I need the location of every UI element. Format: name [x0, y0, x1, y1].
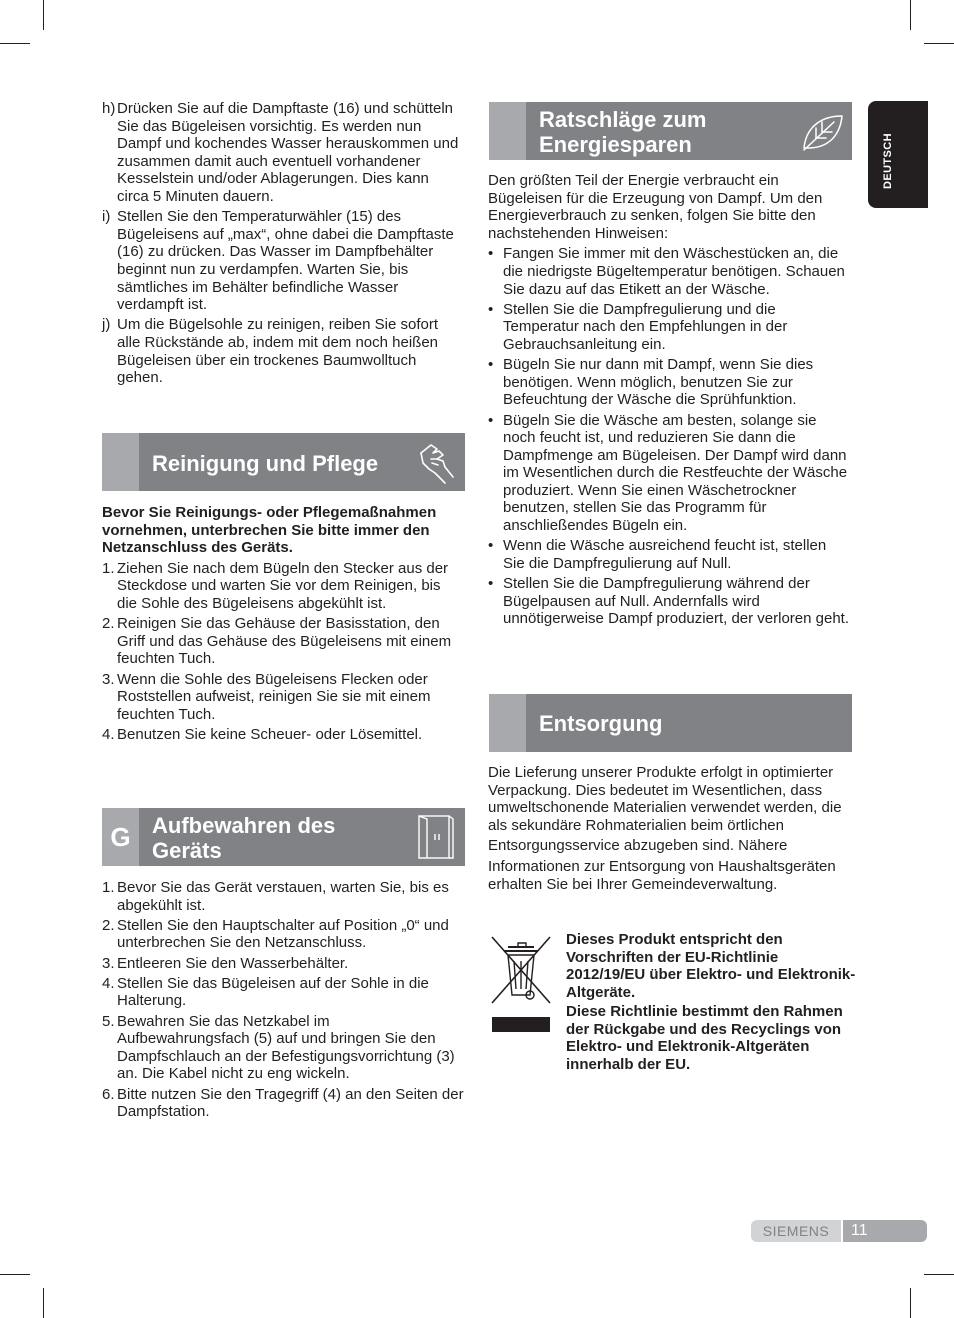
- crop-mark: [910, 0, 911, 30]
- section-title: Ratschläge zum Energiesparen: [539, 107, 707, 157]
- disposal-para: Informationen zur Entsorgung von Haushaltsgeräten erhalten Sie bei Ihrer Gemeindeverwaltung.: [488, 857, 836, 893]
- cleaning-content: [102, 504, 464, 746]
- cleaning-list: [102, 560, 464, 744]
- list-item: 2. Reinigen Sie das Gehäuse der Basisstation, den Griff und das Gehäuse des Bügeleisens mit einem feuchten Tuch.: [102, 615, 452, 668]
- weee-text: Diese Richtlinie bestimmt den Rahmen der Rückgabe und des Recyclings von Elektro- und Elektronik-Altgeräten innerhalb der EU.: [566, 1003, 843, 1073]
- section-header-disposal: [489, 694, 852, 752]
- steps-list: [102, 100, 464, 387]
- weee-notice: [566, 931, 856, 1073]
- list-item: h) Drücken Sie auf die Dampftaste (16) und schütteln Sie das Bügeleisen vorsichtig. Es werden nun Dampf und kochendes Wasser herauskommen und zusammen damit auch eventuell vorhandener Kesselstein und/oder Ablagerungen. Dies kann circa 5 Minuten dauern.: [102, 100, 459, 205]
- cleaning-intro: Bevor Sie Reinigungs- oder Pflegemaßnahmen vornehmen, unterbrechen Sie bitte immer den Netzanschluss des Geräts.: [102, 504, 437, 557]
- crop-mark: [910, 1288, 911, 1318]
- list-item: j) Um die Bügelsohle zu reinigen, reiben Sie sofort alle Rückstände ab, indem mit dem noch heißen Bügeleisen über ein trockenes Baumwolltuch gehen.: [102, 316, 439, 387]
- energy-intro: Den größten Teil der Energie verbraucht ein Bügeleisen für die Erzeugung von Dampf. Um den Energieverbrauch zu senken, folgen Sie bitte den nachstehenden Hinweisen:: [488, 172, 823, 242]
- list-item: 4. Benutzen Sie keine Scheuer- oder Lösemittel.: [102, 725, 423, 743]
- list-item: 3. Wenn die Sohle des Bügeleisens Flecken oder Roststellen aufweist, reinigen Sie sie mit einem feuchten Tuch.: [102, 670, 431, 723]
- crop-mark: [924, 1274, 954, 1275]
- crop-mark: [43, 1288, 44, 1318]
- list-item: 1. Ziehen Sie nach dem Bügeln den Stecker aus der Steckdose und warten Sie vor dem Reinigen, bis die Sohle des Bügeleisens abgekühlt ist.: [102, 559, 449, 612]
- crop-mark: [0, 43, 30, 44]
- crop-mark: [0, 1274, 30, 1275]
- list-item: • Bügeln Sie die Wäsche am besten, solange sie noch feucht ist, und reduzieren Sie dann die Dampfmenge am Bügeleisen. Der Dampf wird dann im Wesentlichen durch die Restfeuchte der Wäsche produziert. Wenn Sie einen Wäschetrockner benutzen, stellen Sie das Programm für anschließendes Bügeln ein.: [488, 411, 848, 535]
- section-title: Entsorgung: [539, 711, 663, 736]
- storage-list: [102, 879, 464, 1121]
- section-tab: [102, 808, 139, 866]
- section-tab: [102, 433, 139, 491]
- leaf-icon: [800, 108, 846, 154]
- disposal-para: Die Lieferung unserer Produkte erfolgt in optimierter Verpackung. Dies bedeutet im Wesentlichen, dass umweltschonende Materialien verwendet werden, die als sekundäre Rohmaterialien beim örtlichen: [488, 764, 842, 834]
- page-number: 11: [843, 1220, 927, 1242]
- hand-wipe-icon: [413, 439, 459, 485]
- list-item: • Wenn die Wäsche ausreichend feucht ist, stellen Sie die Dampfregulierung auf Null.: [488, 537, 827, 572]
- section-header-cleaning: [102, 433, 465, 491]
- list-item: 4. Stellen Sie das Bügeleisen auf der Sohle in die Halterung.: [102, 974, 429, 1010]
- brand-label: SIEMENS: [751, 1220, 841, 1242]
- list-item: • Stellen Sie die Dampfregulierung und die Temperatur nach den Empfehlungen in der Gebrauchsanleitung ein.: [488, 300, 788, 353]
- disposal-para: Entsorgungsservice abzugeben sind. Nähere: [488, 837, 788, 855]
- list-item: i) Stellen Sie den Temperaturwähler (15) des Bügeleisens auf „max“, ohne dabei die Dampftaste (16) zu drücken. Das Wasser im Dampfbehälter beginnt nun zu verdampfen. Warten Sie, bis sämtliches im Behälter befindliche Wasser verdampft ist.: [102, 208, 454, 314]
- storage-content: [102, 879, 464, 1123]
- list-item: 5. Bewahren Sie das Netzkabel im Aufbewahrungsfach (5) auf und bringen Sie den Dampfschlauch an der Befestigungsvorrichtung (3) an. Die Kabel nicht zu eng wickeln.: [102, 1012, 455, 1083]
- descaling-steps: [102, 100, 464, 389]
- section-tab: [489, 694, 526, 752]
- section-tab-letter: G: [110, 822, 131, 852]
- list-item: 1. Bevor Sie das Gerät verstauen, warten Sie, bis es abgekühlt ist.: [102, 879, 449, 914]
- section-header-energy: [489, 102, 852, 160]
- language-tab: [868, 101, 928, 208]
- list-item: 2. Stellen Sie den Hauptschalter auf Position „0“ und unterbrechen Sie den Netzanschluss.: [102, 916, 449, 952]
- section-tab: [489, 102, 526, 160]
- list-item: • Bügeln Sie nur dann mit Dampf, wenn Sie dies benötigen. Wenn möglich, benutzen Sie zur Befeuchtung der Wäsche die Sprühfunktion.: [488, 356, 814, 409]
- energy-list: [488, 245, 852, 627]
- list-item: 6. Bitte nutzen Sie den Tragegriff (4) an den Seiten der Dampfstation.: [102, 1085, 464, 1121]
- section-title: Aufbewahren des Geräts: [152, 813, 336, 863]
- section-header-storage: [102, 808, 465, 866]
- cabinet-icon: [413, 814, 459, 860]
- section-title: Reinigung und Pflege: [152, 451, 379, 476]
- disposal-content: [488, 764, 852, 893]
- weee-text: Dieses Produkt entspricht den Vorschriften der EU-Richtlinie 2012/19/EU über Elektro- und Elektronik-Altgeräte.: [566, 931, 856, 1001]
- language-tab-label: DEUTSCH: [882, 133, 894, 189]
- crossed-out-bin-icon: [490, 933, 552, 1033]
- list-item: 3. Entleeren Sie den Wasserbehälter.: [102, 954, 349, 972]
- energy-content: [488, 172, 852, 630]
- list-item: • Stellen Sie die Dampfregulierung während der Bügelpausen auf Null. Andernfalls wird unnötigerweise Dampf produziert, der verloren geht.: [488, 575, 850, 628]
- list-item: • Fangen Sie immer mit den Wäschestücken an, die die niedrigste Bügeltemperatur benötigen. Schauen Sie dazu auf das Etikett an der Wäsche.: [488, 245, 845, 298]
- crop-mark: [924, 43, 954, 44]
- crop-mark: [43, 0, 44, 30]
